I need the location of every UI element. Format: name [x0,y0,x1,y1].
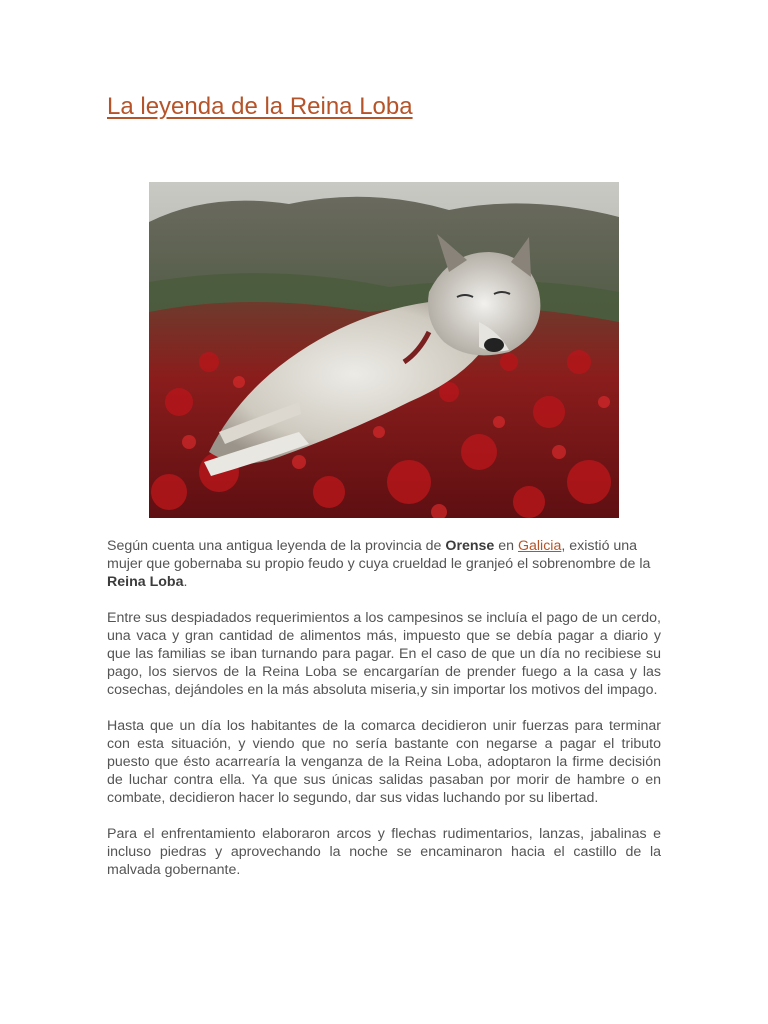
paragraph-1-text-b: en [494,538,518,554]
paragraph-1-text-c: , existió una mujer que gobernaba su propio feudo y cuya crueldad le granjeó el sobrenombre de la [107,538,651,572]
paragraph-3: Hasta que un día los habitantes de la comarca decidieron unir fuerzas para terminar con esta situación, y viendo que no sería bastante con negarse a pagar el tributo puesto que ésto acarrearía la venganza de la Reina Loba, adoptaron la firme decisión de luchar contra ella. Ya que sus únicas salidas pasaban por morir de hambre o en combate, decidieron hacer lo segundo, dar sus vidas luchando por su libertad. [107,718,661,806]
bold-reina-loba: Reina Loba [107,574,184,590]
paragraph-1-text-a: Según cuenta una antigua leyenda de la provincia de [107,538,446,554]
paragraph-4: Para el enfrentamiento elaboraron arcos y flechas rudimentarios, lanzas, jabalinas e incluso piedras y aprovechando la noche se encaminaron hacia el castillo de la malvada gobernante. [107,826,661,878]
article-body [107,537,661,897]
bold-orense: Orense [445,538,495,554]
galicia-link[interactable]: Galicia [517,538,562,554]
wolf-photo-illustration [149,182,619,518]
wolf-photo [149,182,619,518]
paragraph-2: Entre sus despiadados requerimientos a los campesinos se incluía el pago de un cerdo, una vaca y gran cantidad de alimentos más, impuesto que se debía pagar a diario y que las familias se iban turnando para pagar. En el caso de que un día no recibiese su pago, los siervos de la Reina Loba se encargarían de prender fuego a la casa y las cosechas, dejándoles en la más absoluta miseria,y sin importar los motivos del impago. [107,610,661,698]
paragraph-1 [107,537,661,591]
page-title[interactable]: La leyenda de la Reina Loba [107,93,413,120]
paragraph-1-text-d: . [183,574,188,590]
